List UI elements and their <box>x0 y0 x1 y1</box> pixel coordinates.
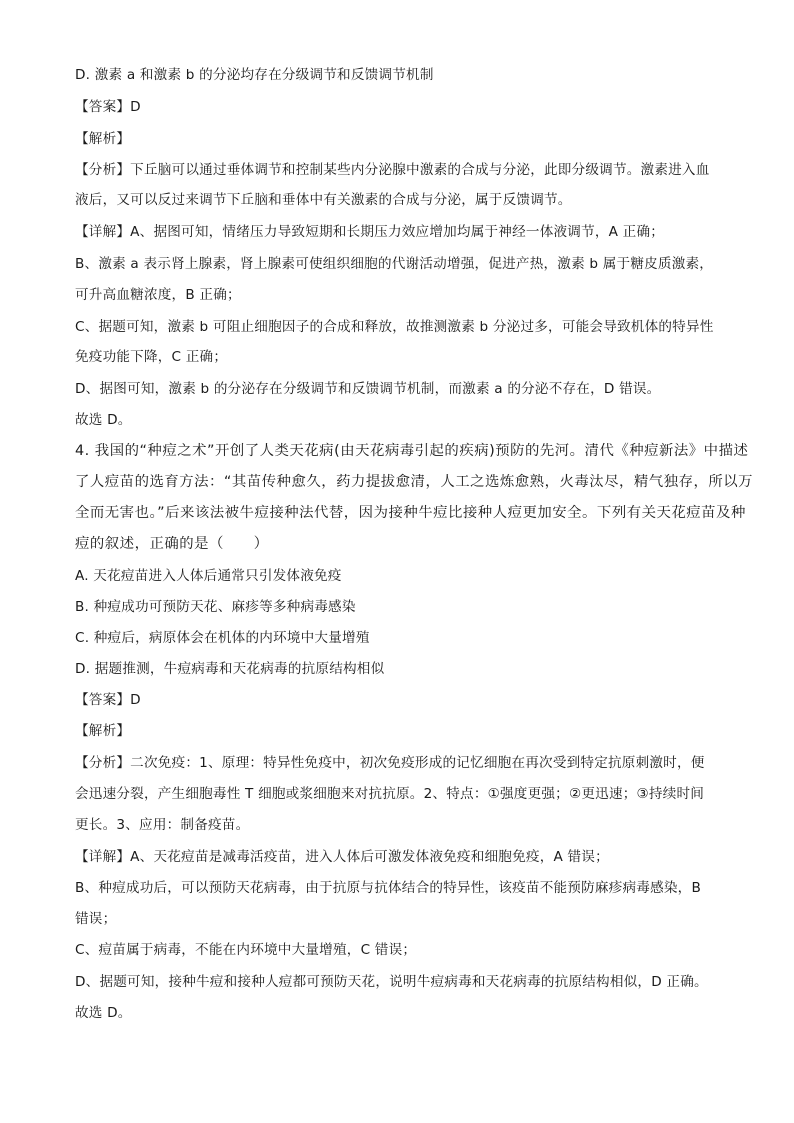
detail-line: D、据题可知，接种牛痘和接种人痘都可预防天花，说明牛痘病毒和天花病毒的抗原结构相似，D 正确。 <box>75 974 708 990</box>
detail-line: 免疫功能下降，C 正确； <box>75 349 228 365</box>
option-a: A. 天花痘苗进入人体后通常只引发体液免疫 <box>75 568 342 584</box>
option-b: B. 种痘成功可预防天花、麻疹等多种病毒感染 <box>75 599 356 615</box>
question-4-stem: 痘的叙述，正确的是（ ） <box>75 536 269 552</box>
explanation-label: 【解析】 <box>75 723 131 739</box>
answer-label: 【答案】D <box>75 692 141 708</box>
detail-line: 错误； <box>75 911 117 927</box>
analysis-line: 会迅速分裂，产生细胞毒性 T 细胞或浆细胞来对抗抗原。2、特点：①强度更强；②更迅速；③持续时间 <box>75 786 705 802</box>
conclusion-line: 故选 D。 <box>75 412 132 428</box>
analysis-line: 液后，又可以反过来调节下丘脑和垂体中有关激素的合成与分泌，属于反馈调节。 <box>75 192 572 208</box>
option-c: C. 种痘后，病原体会在机体的内环境中大量增殖 <box>75 630 370 646</box>
answer-label: 【答案】D <box>75 99 141 115</box>
option-d-line: D. 激素 a 和激素 b 的分泌均存在分级调节和反馈调节机制 <box>75 67 434 83</box>
question-4-stem: 4. 我国的“种痘之术”开创了人类天花病(由天花病毒引起的疾病)预防的先河。清代《种痘新法》中描述 <box>75 443 749 459</box>
analysis-line: 【分析】二次免疫：1、原理：特异性免疫中，初次免疫形成的记忆细胞在再次受到特定抗原刺激时，便 <box>75 755 705 771</box>
detail-line: B、种痘成功后，可以预防天花病毒，由于抗原与抗体结合的特异性，该疫苗不能预防麻疹病毒感染，B <box>75 880 701 896</box>
detail-line: B、激素 a 表示肾上腺素，肾上腺素可使组织细胞的代谢活动增强，促进产热，激素 b 属于糖皮质激素， <box>75 256 714 272</box>
analysis-line: 【分析】下丘脑可以通过垂体调节和控制某些内分泌腺中激素的合成与分泌，此即分级调节。激素进入血 <box>75 162 710 178</box>
detail-line: D、据图可知，激素 b 的分泌存在分级调节和反馈调节机制，而激素 a 的分泌不存在，D 错误。 <box>75 381 661 397</box>
question-4-stem: 全而无害也。”后来该法被牛痘接种法代替，因为接种牛痘比接种人痘更加安全。下列有关天花痘苗及种 <box>75 505 746 521</box>
question-4-stem: 了人痘苗的选育方法：“其苗传种愈久，药力提拔愈清，人工之选炼愈熟，火毒汰尽，精气独存，所以万 <box>75 474 754 490</box>
detail-line: 【详解】A、据图可知，情绪压力导致短期和长期压力效应增加均属于神经一体液调节，A 正确； <box>75 224 665 240</box>
detail-line: C、痘苗属于病毒，不能在内环境中大量增殖，C 错误； <box>75 942 417 958</box>
option-d: D. 据题推测，牛痘病毒和天花病毒的抗原结构相似 <box>75 661 385 677</box>
conclusion-line: 故选 D。 <box>75 1005 132 1021</box>
detail-line: 可升高血糖浓度，B 正确； <box>75 287 241 303</box>
detail-line: 【详解】A、天花痘苗是减毒活疫苗，进入人体后可激发体液免疫和细胞免疫，A 错误； <box>75 849 609 865</box>
detail-line: C、据题可知，激素 b 可阻止细胞因子的合成和释放，故推测激素 b 分泌过多，可能会导致机体的特异性 <box>75 319 714 335</box>
analysis-line: 更长。3、应用：制备疫苗。 <box>75 817 250 833</box>
explanation-label: 【解析】 <box>75 131 131 147</box>
